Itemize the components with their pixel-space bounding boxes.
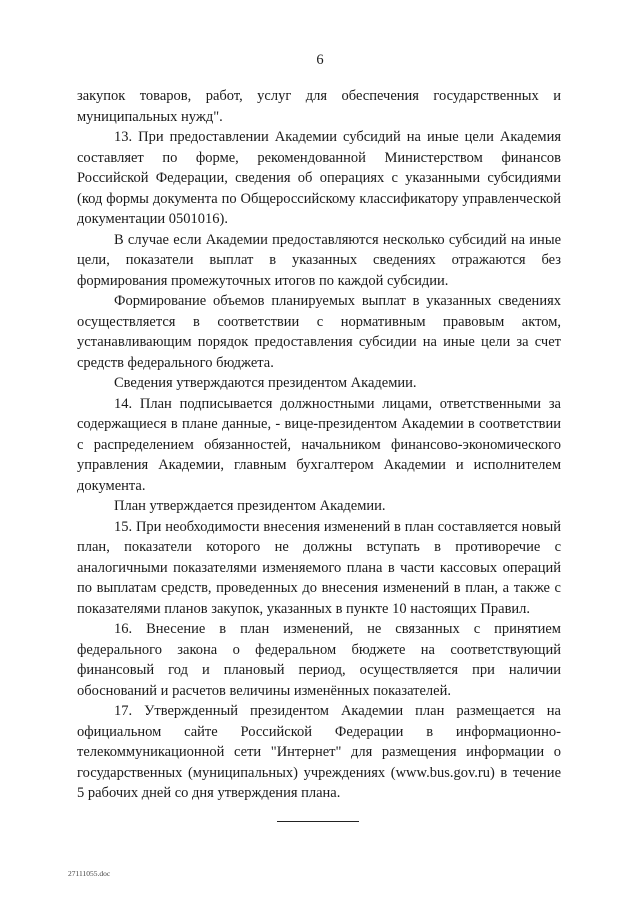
paragraph-payment-volumes: Формирование объемов планируемых выплат в указанных сведениях осуществляется в соответствии с нормативным правовым актом, устанавливающим порядок предоставления субсидии на иные цели за счет средств федерального бюджета. <box>77 293 561 371</box>
paragraph-approval-info: Сведения утверждаются президентом Академии. <box>114 375 417 391</box>
paragraph-multiple-subsidies: В случае если Академии предоставляются несколько субсидий на иные цели, показатели выплат в указанных сведениях отражаются без формирования промежуточных итогов по каждой субсидии. <box>77 231 561 289</box>
document-body <box>77 86 561 804</box>
paragraph-16: 16. Внесение в план изменений, не связанных с принятием федерального закона о федеральном бюджете на соответствующий финансовый год и плановый период, осуществляется при наличии обоснований и расчетов величины изменённых показателей. <box>77 621 561 699</box>
paragraph-plan-approval: План утверждается президентом Академии. <box>114 498 386 514</box>
footer-file-code: 27111055.doc <box>68 869 111 878</box>
separator-line <box>277 821 359 822</box>
paragraph-13: 13. При предоставлении Академии субсидий на иные цели Академия составляет по форме, рекомендованной Министерством финансов Российской Федерации, сведения об операциях с указанными субсидиями (код формы документа по Общероссийскому классификатору управленческой документации 0501016). <box>77 129 561 227</box>
page-number: 6 <box>316 52 324 68</box>
paragraph-continuation: закупок товаров, работ, услуг для обеспечения государственных и муниципальных нужд". <box>77 88 561 125</box>
paragraph-15: 15. При необходимости внесения изменений в план составляется новый план, показатели которого не должны вступать в противоречие с аналогичными показателями изменяемого плана в части кассовых операций по выплатам средств, проведенных до внесения изменений в план, а также с показателями планов закупок, указанных в пункте 10 настоящих Правил. <box>77 518 561 617</box>
paragraph-17: 17. Утвержденный президентом Академии план размещается на официальном сайте Российской Федерации в информационно-телекоммуникационной сети "Интернет" для размещения информации о государственных (муниципальных) учреждениях (www.bus.gov.ru) в течение 5 рабочих дней со дня утверждения плана. <box>77 703 561 801</box>
paragraph-14: 14. План подписывается должностными лицами, ответственными за содержащиеся в плане данные, - вице-президентом Академии в соответствии с распределением обязанностей, начальником финансово-экономического управления Академии, главным бухгалтером Академии и исполнителем документа. <box>77 395 561 494</box>
